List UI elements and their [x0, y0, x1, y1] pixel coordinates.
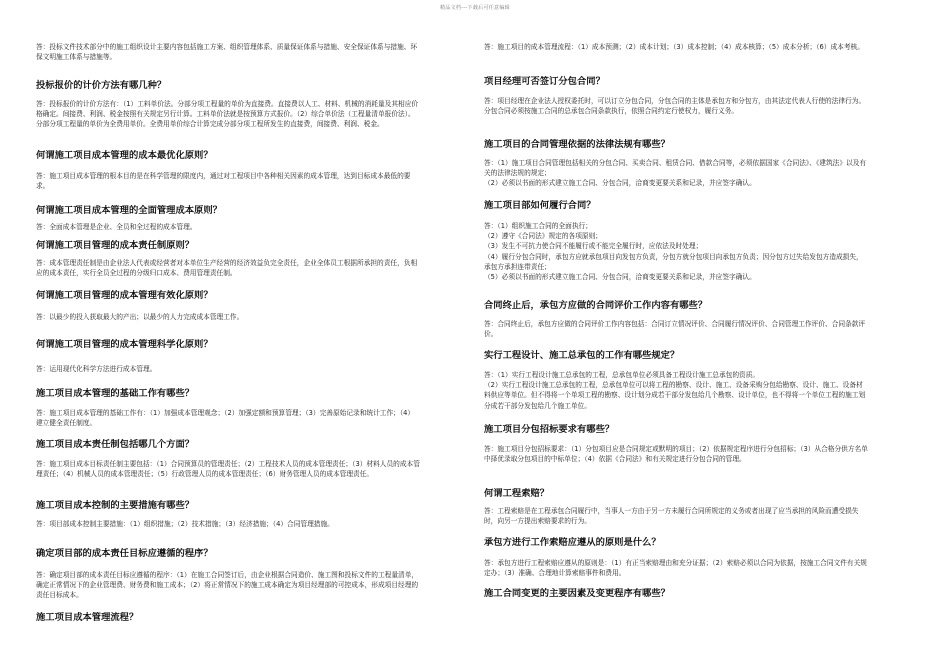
- answer-text: 答：投标报价的计价方法有：（1）工料单价法。分部分项工程量的单价为直接费。直接费以人工、材料、机械的消耗量及其相应价格确定。间接费、利润、税金按照有关规定另行计算。工料单价法就是按预算方式报价。（2）综合单价法（工程量清单报价法）。分部分项工程量的单价为全费用单价。全费用单价综合计算完成分部分项工程所发生的直接费，间接费、利润、税金。: [36, 100, 419, 129]
- watermark-text: 精品文档---下载后可任意编辑: [440, 5, 510, 11]
- answer-text: 答：施工项目的成本管理流程：（1）成本预测；（2）成本计划；（3）成本控制；（4）成本核算；（5）成本分析；（6）成本考核。: [484, 43, 864, 51]
- question-heading: 何谓施工项目管理的成本责任制原则？: [36, 240, 195, 251]
- answer-text: 答：施工项目分包招标要求：（1）分包项目应是合同规定或默明的项目；（2）依据规定程序进行分包招标；（3）从合格分供方名单中择优录取分包项目的中标单位；（4）依据《合同法》和有关规定进行分包合同的管理。: [484, 445, 868, 464]
- question-heading: 施工项目成本责任制包括哪几个方面？: [36, 439, 195, 450]
- question-heading: 施工项目的合同管理依据的法律法规有哪些？: [484, 139, 670, 150]
- answer-text: 答：施工项目成本目标责任制主要包括：（1）合同预算员的管理责任；（2）工程技术人员的成本管理责任；（3）材料人员的成本管理责任；（4）机械人员的成本管理责任；（5）行政管理人员的成本管理责任；（6）财务管理人员的成本管理责任。: [36, 460, 420, 479]
- answer-text: 答：工程索赔是在工程承包合同履行中，当事人一方由于另一方未履行合同所规定的义务或者出现了应当承担的风险而遭受损失时，向另一方提出索赔要求的行为。: [484, 507, 859, 526]
- answer-text: 答：投标文件技术部分中的施工组织设计主要内容包括施工方案、组织管理体系、质量保证体系与措施、安全保证体系与措施、环保文明施工体系与措施等。: [36, 43, 418, 62]
- question-heading: 何谓工程索赔？: [484, 488, 550, 499]
- question-heading: 投标报价的计价方法有哪几种？: [36, 80, 167, 91]
- question-heading: 施工项目成本管理流程？: [36, 612, 139, 623]
- answer-text: 答：全面成本管理是企业、全员和全过程的成本管理。: [36, 223, 197, 231]
- answer-text: 答：合同终止后，承包方应做的合同评价工作内容包括：合同订立情况评价、合同履行情况评价、合同管理工作评价、合同条款评价。: [484, 320, 866, 339]
- question-heading: 施工项目成本控制的主要措施有哪些？: [36, 500, 195, 511]
- question-heading: 确定项目部的成本责任目标应遵循的程序？: [36, 548, 213, 559]
- answer-text: 答：承包方进行工程索赔应遵从的原则是：（1）有正当索赔理由和充分证据；（2）索赔必须以合同为依据，按施工合同文件有关规定办；（3）准确、合理地计算索赔事件和费用。: [484, 559, 867, 578]
- question-heading: 合同终止后，承包方应做的合同评价工作内容有哪些？: [484, 300, 708, 311]
- question-heading: 承包方进行工作索赔应遵从的原则是什么？: [484, 537, 661, 548]
- answer-text: 答：项目经理在企业法人授权委托时，可以订立分包合同，分包合同的主体是承包方和分包方，由其法定代表人行使的法律行为。分包合同必须按施工合同的总承包合同条款执行，依照合同约定行使权力，履行义务。: [484, 97, 866, 116]
- question-heading: 施工合同变更的主要因素及变更程序有哪些？: [484, 588, 670, 599]
- question-heading: 何谓施工项目成本管理的全面管理成本原则？: [36, 205, 222, 216]
- question-heading: 何谓施工项目管理的成本管理科学化原则？: [36, 339, 213, 350]
- question-heading: 施工项目部如何履行合同？: [484, 200, 596, 211]
- answer-text: 答：确定项目部的成本责任目标应遵循的程序：（1）在施工合同签订后，由企业根据合同造价、施工图和投标文件的工程量清单，确定正常情况下的企业管理费、财务费和施工成本；（2）将正常情况下的施工成本确定为项目经理部的可控成本，形成项目经理的责任目标成本。: [36, 571, 419, 600]
- answer-text: 答：施工项目成本管理的基础工作有：（1）加强成本管理观念；（2）加强定额和预算管理；（3）完善原始记录和统计工作；（4）建立健全责任制度。: [36, 409, 415, 428]
- question-heading: 实行工程设计、施工总承包的工作有哪些规定？: [484, 350, 680, 361]
- answer-text: 答：项目部成本控制主要措施：（1）组织措施；（2）技术措施；（3）经济措施；（4）合同管理措施。: [36, 520, 334, 528]
- question-heading: 施工项目成本管理的基础工作有哪些？: [36, 388, 195, 399]
- question-heading: 项目经理可否签订分包合同？: [484, 76, 605, 87]
- question-heading: 何谓施工项目管理的成本管理有效化原则？: [36, 290, 213, 301]
- answer-text: 答：成本管理责任制是由企业法人代表或经营者对本单位生产经营的经济效益负完全责任，企业全体员工根据所承担的责任，负相应的成本责任，实行全员全过程的分级归口成本、费用管理责任制。: [36, 259, 418, 278]
- answer-text: 答：运用现代化科学方法进行成本管理。: [36, 365, 157, 373]
- question-heading: 施工项目分包招标要求有哪些？: [484, 424, 615, 435]
- answer-text: 答：施工项目成本管理的根本目的是在科学管理的限度内，通过对工程项目中各种相关因素的成本管理，达到目标成本最低的要求。: [36, 172, 411, 191]
- answer-text: 答：以最少的投入获取最大的产出；以最少的人力完成成本管理工作。: [36, 313, 244, 321]
- answer-text: 答：（1）施工项目合同管理包括相关的分包合同、买卖合同、租赁合同、借款合同等，必须依据国家《合同法》、《建筑法》以及有关的法律法规的规定； （2）必须以书面的形式建立施工合同、分包合同，洽商变更要关系和记录，并应签字确认。: [484, 159, 867, 188]
- answer-text: 答：（1）组织施工合同的全面执行； （2）遵守《合同法》规定的各项原则； （3）发生不可抗力使合同不能履行或不能完全履行时，应依法及时处理； （4）履行分包合同时，承包方应就承包项目向发包方负责，分包方就分包项目向承包方负责；因分包方过失给发包方造成损失，承包方承担连带责任； （5）必须以书面的形式建立施工合同、分包合同，洽商变更要关系和记录，并应签字确认。: [484, 222, 863, 282]
- answer-text: 答：（1）实行工程设计施工总承包的工程，总承包单位必须具备工程设计施工总承包的资质。 （2）实行工程设计施工总承包的工程，总承包单位可以将工程的勘察、设计、施工、设备采购分包给勘察、设计、施工、设备材料供应等单位。但不得将一个单项工程的勘察、设计划分成若干部分发包给几个勘察、设计单位，也不得将一个单位工程的施工划分成若干部分发包给几个施工单位。: [484, 371, 866, 410]
- question-heading: 何谓施工项目成本管理的成本最优化原则？: [36, 150, 213, 161]
